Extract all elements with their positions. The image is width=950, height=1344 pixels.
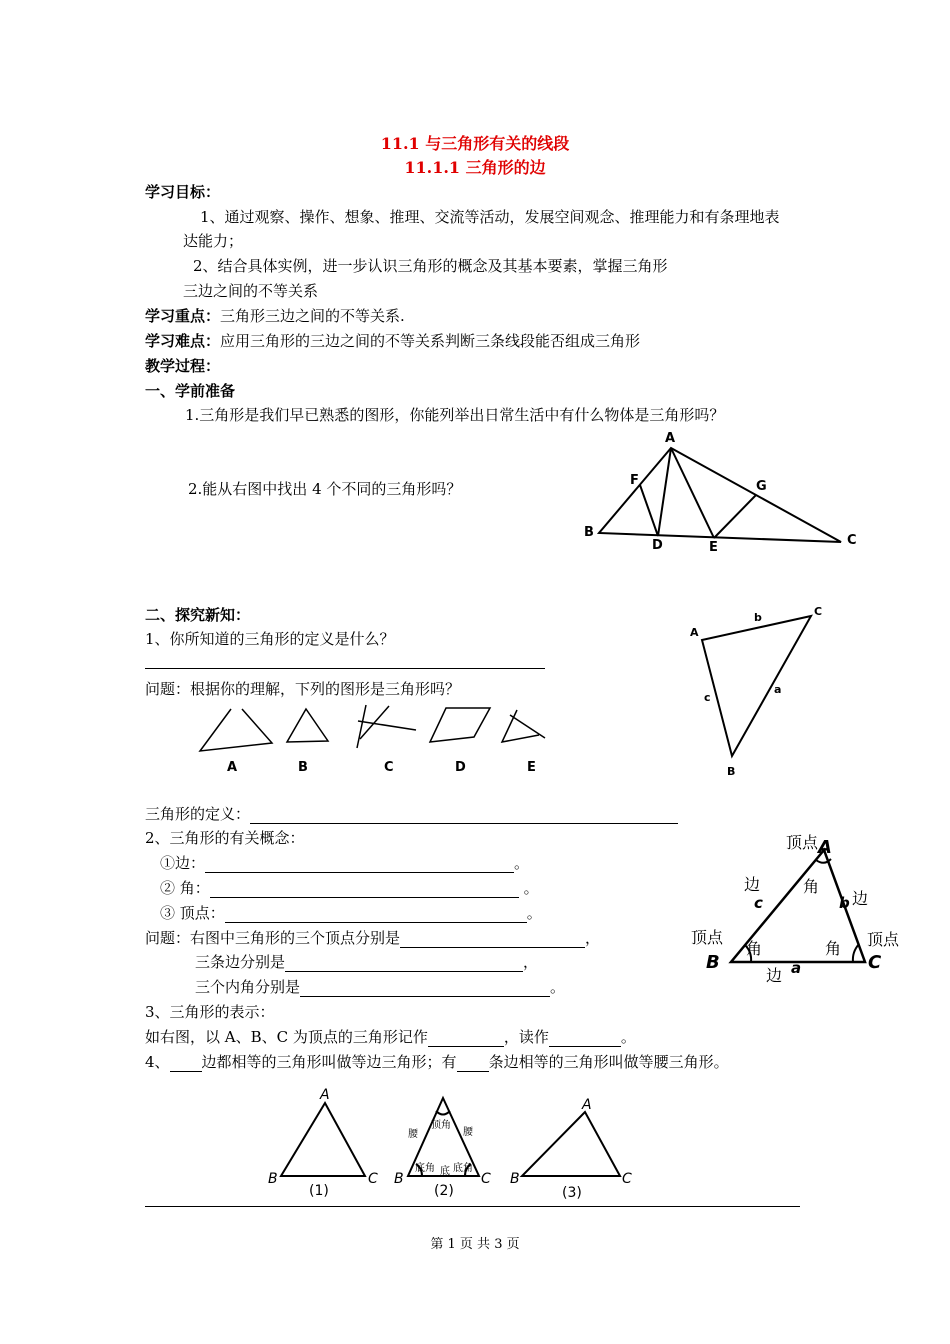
- fig3-caption: (3): [562, 1185, 582, 1201]
- fig1-caption: (1): [309, 1183, 329, 1199]
- abc-label-side-b: b: [754, 611, 762, 624]
- vertex-blank[interactable]: [225, 906, 527, 923]
- abc-label-side-a: a: [774, 683, 782, 696]
- concept-label-b-vertex: B: [706, 952, 720, 973]
- concept-label-a: A: [818, 837, 832, 858]
- shapes-question: 问题：根据你的理解，下列的图形是三角形吗？: [145, 680, 461, 698]
- vertex-row: ③ 顶点： 。: [160, 904, 542, 922]
- fig-label-d: D: [652, 538, 663, 553]
- notation-blank[interactable]: [428, 1030, 504, 1047]
- fig-label-c: C: [847, 533, 857, 548]
- abc-label-b: B: [727, 765, 736, 778]
- fig2-base-label: 底: [440, 1166, 450, 1177]
- angles-blank[interactable]: [300, 980, 550, 997]
- fig1-label-a: A: [320, 1087, 330, 1103]
- fig-label-f: F: [630, 473, 639, 488]
- definition-blank[interactable]: [250, 807, 678, 824]
- equilateral-blank[interactable]: [170, 1055, 202, 1072]
- equilateral-triangle: [281, 1103, 365, 1176]
- triangle-types-row: 4、 边都相等的三角形叫做等边三角形；有 条边相等的三角形叫做等腰三角形。: [145, 1053, 729, 1071]
- section2-question1: 1、你所知道的三角形的定义是什么？: [145, 630, 395, 648]
- fig1-label-b: B: [268, 1171, 278, 1187]
- fig2-leg-right: 腰: [463, 1127, 473, 1138]
- definition-row: 三角形的定义：: [145, 803, 678, 824]
- vertices-blank[interactable]: [400, 931, 585, 948]
- fig2-caption: (2): [434, 1183, 454, 1199]
- concept-triangle-figure: [688, 828, 908, 993]
- triangle-types-figure: [260, 1085, 640, 1205]
- goal-2-line2: 三边之间的不等关系: [183, 282, 319, 300]
- concept-angle-top: 角: [803, 877, 820, 896]
- concept-side-bottom: 边: [766, 966, 783, 985]
- section2-heading: 二、探究新知：: [145, 606, 251, 624]
- fig2-label-b: B: [394, 1171, 404, 1187]
- vertices-question-row: 问题：右图中三角形的三个顶点分别是 ，: [145, 929, 601, 947]
- concept-side-left: 边: [744, 875, 761, 894]
- goals-label: 学习目标：: [145, 183, 221, 201]
- notation-row: 如右图，以 A、B、C 为顶点的三角形记作 ，读作 。: [145, 1028, 636, 1046]
- concept-angle-left: 角: [746, 939, 763, 958]
- concept-vertex-left: 顶点: [691, 928, 724, 947]
- page-footer: 第 1 页 共 3 页: [430, 1237, 520, 1252]
- difficulty-point: 学习难点：应用三角形的三边之间的不等关系判断三条线段能否组成三角形: [145, 332, 641, 350]
- key-point: 学习重点：三角形三边之间的不等关系.: [145, 307, 405, 325]
- side-row: ①边： 。: [160, 854, 530, 872]
- sides-blank[interactable]: [285, 955, 523, 972]
- angles-question-row: 三个内角分别是 。: [195, 978, 566, 996]
- shape-label-c: C: [384, 760, 394, 775]
- side-blank[interactable]: [205, 856, 514, 873]
- concept-label-c-vertex: C: [868, 952, 882, 973]
- fig1-label-c: C: [368, 1171, 378, 1187]
- reading-blank[interactable]: [549, 1030, 621, 1047]
- goal-2-line1: 2、结合具体实例，进一步认识三角形的概念及其基本要素，掌握三角形: [193, 257, 668, 275]
- shape-label-d: D: [455, 760, 466, 775]
- abc-label-side-c: c: [704, 691, 711, 704]
- footer-divider: [145, 1206, 800, 1207]
- fig2-leg-left: 腰: [408, 1129, 418, 1140]
- fig3-label-c: C: [622, 1171, 632, 1187]
- goal-1-line1: 1、通过观察、操作、想象、推理、交流等活动，发展空间观念、推理能力和有条理地表: [200, 208, 780, 226]
- concept-side-right: 边: [852, 889, 869, 908]
- concepts-heading: 2、三角形的有关概念：: [145, 829, 305, 847]
- section1-question2: 2.能从右图中找出 4 个不同的三角形吗？: [188, 480, 462, 498]
- definition-answer-line[interactable]: [145, 668, 545, 669]
- angle-blank[interactable]: [210, 881, 519, 898]
- concept-label-a-side: a: [791, 959, 802, 977]
- abc-label-a: A: [690, 626, 699, 639]
- fig2-label-c: C: [481, 1171, 491, 1187]
- process-label: 教学过程：: [145, 357, 221, 375]
- fig2-apex-label: 顶角: [431, 1120, 451, 1131]
- fig2-base-angle-left: 底角: [415, 1163, 435, 1174]
- scalene-triangle: [522, 1112, 620, 1176]
- fig3-label-b: B: [510, 1171, 520, 1187]
- page-subtitle: 11.1.1 三角形的边: [404, 158, 546, 177]
- shape-label-a: A: [227, 760, 238, 775]
- section1-question1: 1.三角形是我们早已熟悉的图形，你能列举出日常生活中有什么物体是三角形吗？: [185, 406, 725, 424]
- fig3-label-a: A: [582, 1097, 592, 1113]
- notation-heading: 3、三角形的表示：: [145, 1003, 275, 1021]
- shapes-figure: [190, 700, 560, 780]
- fig-label-g: G: [756, 479, 767, 494]
- goal-1-line2: 达能力；: [183, 232, 244, 250]
- concept-label-b: b: [839, 894, 850, 912]
- concept-angle-right: 角: [825, 939, 842, 958]
- isosceles-blank[interactable]: [457, 1055, 489, 1072]
- abc-label-c: C: [814, 605, 823, 618]
- abc-triangle-figure: [685, 598, 845, 786]
- shape-label-e: E: [527, 760, 536, 775]
- concept-label-c: c: [754, 894, 763, 912]
- fig-label-a: A: [665, 431, 676, 446]
- page-title: 11.1 与三角形有关的线段: [380, 134, 570, 153]
- sides-question-row: 三条边分别是 ，: [195, 953, 539, 971]
- fig2-base-angle-right: 底角: [453, 1163, 473, 1174]
- fig-label-b: B: [584, 525, 594, 540]
- section1-heading: 一、学前准备: [145, 382, 236, 400]
- triangle-points-figure: [575, 425, 875, 560]
- shape-label-b: B: [298, 760, 308, 775]
- concept-vertex-right: 顶点: [867, 930, 900, 949]
- angle-row: ② 角： 。: [160, 879, 539, 897]
- concept-vertex-top: 顶点: [786, 833, 819, 852]
- fig-label-e: E: [709, 540, 718, 555]
